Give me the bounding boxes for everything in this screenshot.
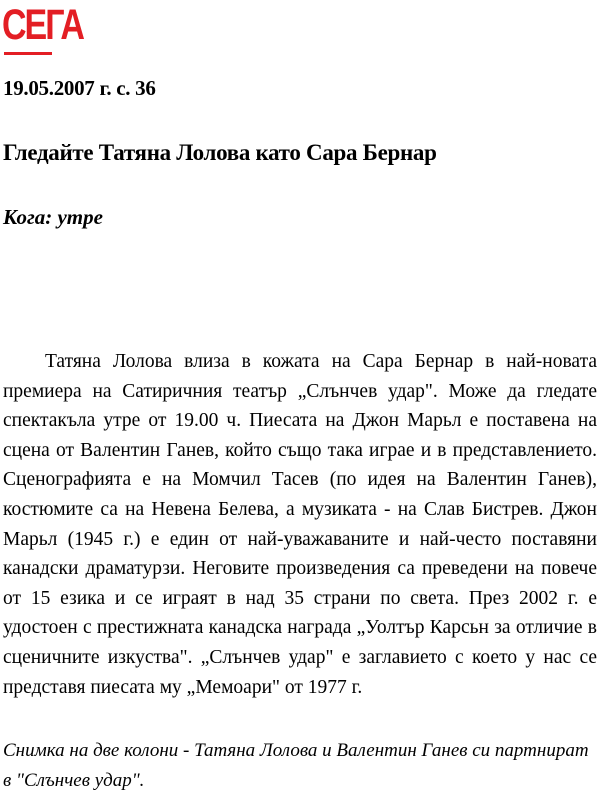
- dateline: 19.05.2007 г. с. 36: [3, 76, 156, 100]
- logo-text: СЕГА: [2, 1, 83, 49]
- article-headline: Гледайте Татяна Лолова като Сара Бернар: [3, 140, 437, 165]
- newspaper-logo: [2, 1, 83, 54]
- event-when: Кога: утре: [3, 205, 103, 229]
- article-body: Татяна Лолова влиза в кожата на Сара Бернар в най-новата премиера на Сатиричния театър „Слънчев удар". Може да гледате спектакъла утре от 19.00 ч. Пиесата на Джон Марьл е поставена на сцена от Валентин Ганев, който също така играе и в представлението. Сценографията е на Момчил Тасев (по идея на Валентин Ганев), костюмите са на Невена Белева, а музиката - на Слав Бистрев. Джон Марьл (1945 г.) е един от най-уважаваните и най-често поставяни канадски драматурзи. Неговите произведения са преведени на повече от 15 езика и се играят в над 35 страни по света. През 2002 г. е удостоен с престижната канадска награда „Уолтър Карсьн за отличие в сценичните изкуства". „Слънчев удар" е заглавието с което у нас се представя пиесата му „Мемоари" от 1977 г.: [3, 351, 597, 698]
- photo-caption: Снимка на две колони - Татяна Лолова и Валентин Ганев си партнират в "Слънчев удар".: [3, 740, 589, 791]
- logo-underline: [4, 52, 52, 55]
